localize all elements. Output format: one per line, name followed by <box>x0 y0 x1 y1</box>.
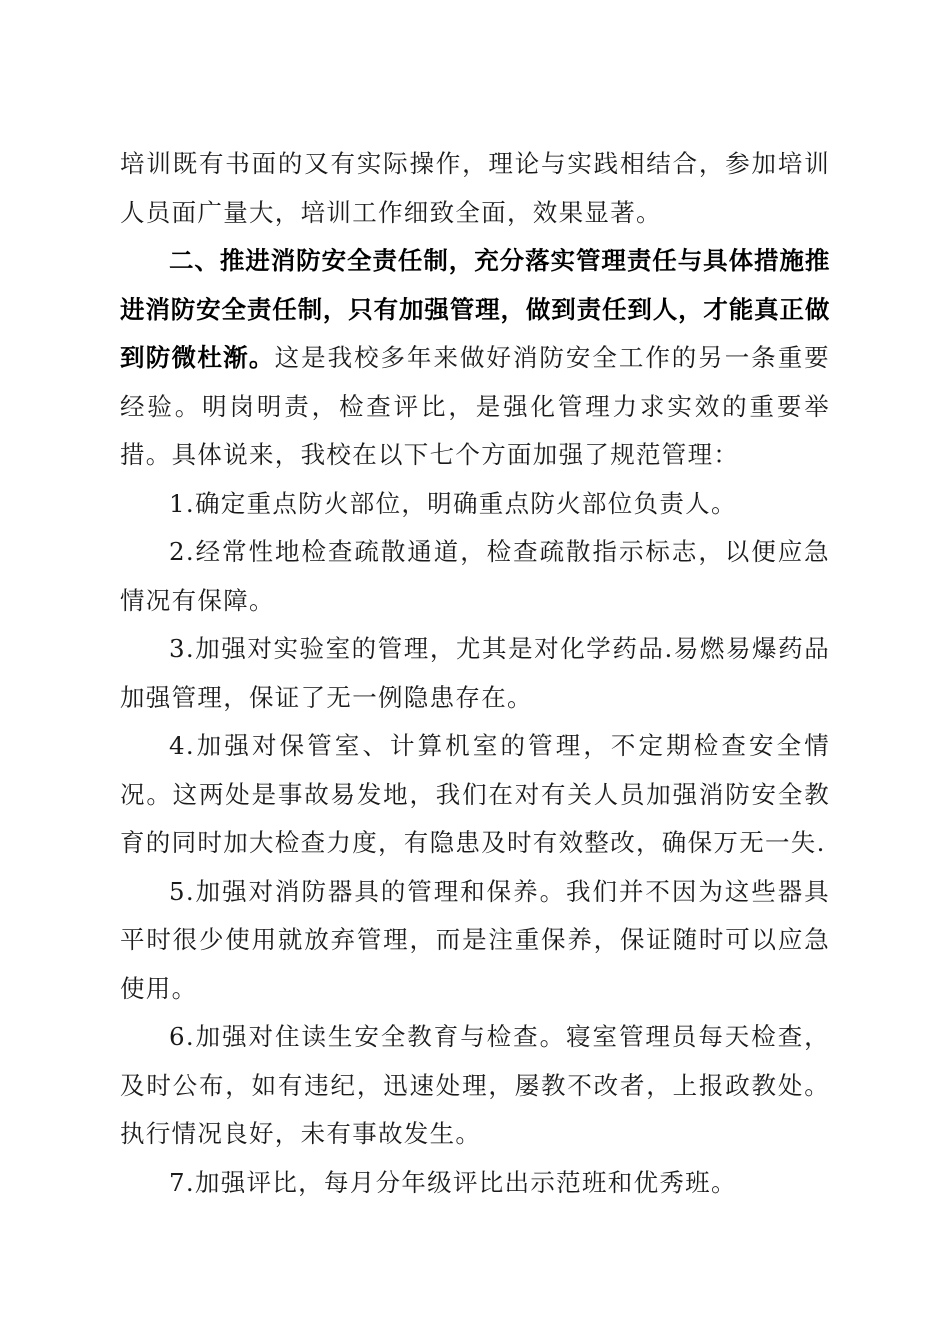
section-two-body: 这是我校多年来做好消防安全工作的另一条重要经验。明岗明责，检查评比，是强化管理力求实效的重要举措。具体说来，我校在以下七个方面加强了规范管理： <box>120 343 830 469</box>
list-item-6: 6.加强对住读生安全教育与检查。寝室管理员每天检查，及时公布，如有违纪，迅速处理，屡教不改者，上报政教处。执行情况良好，未有事故发生。 <box>120 1022 830 1148</box>
list-item-5: 5.加强对消防器具的管理和保养。我们并不因为这些器具平时很少使用就放弃管理，而是注重保养，保证随时可以应急使用。 <box>120 876 830 1003</box>
list-item-3: 3.加强对实验室的管理，尤其是对化学药品.易燃易爆药品加强管理，保证了无一例隐患存在。 <box>120 634 830 712</box>
list-item-1: 1.确定重点防火部位，明确重点防火部位负责人。 <box>169 488 737 518</box>
paragraph-section-two <box>120 237 830 480</box>
document-body <box>120 140 830 1207</box>
list-item-7: 7.加强评比，每月分年级评比出示范班和优秀班。 <box>169 1167 737 1197</box>
section-two-heading: 二、推进消防安全责任制，充分落实管理责任与具体措施推进消防安全责任制，只有加强管理，做到责任到人，才能真正做到防微杜渐。 <box>120 246 830 372</box>
list-item-4: 4.加强对保管室、计算机室的管理，不定期检查安全情况。这两处是事故易发地，我们在对有关人员加强消防安全教育的同时加大检查力度，有隐患及时有效整改，确保万无一失. <box>120 731 830 857</box>
list-item-2: 2.经常性地检查疏散通道，检查疏散指示标志，以便应急情况有保障。 <box>120 537 830 615</box>
paragraph-training-summary: 培训既有书面的又有实际操作，理论与实践相结合，参加培训人员面广量大，培训工作细致全面，效果显著。 <box>120 149 830 227</box>
